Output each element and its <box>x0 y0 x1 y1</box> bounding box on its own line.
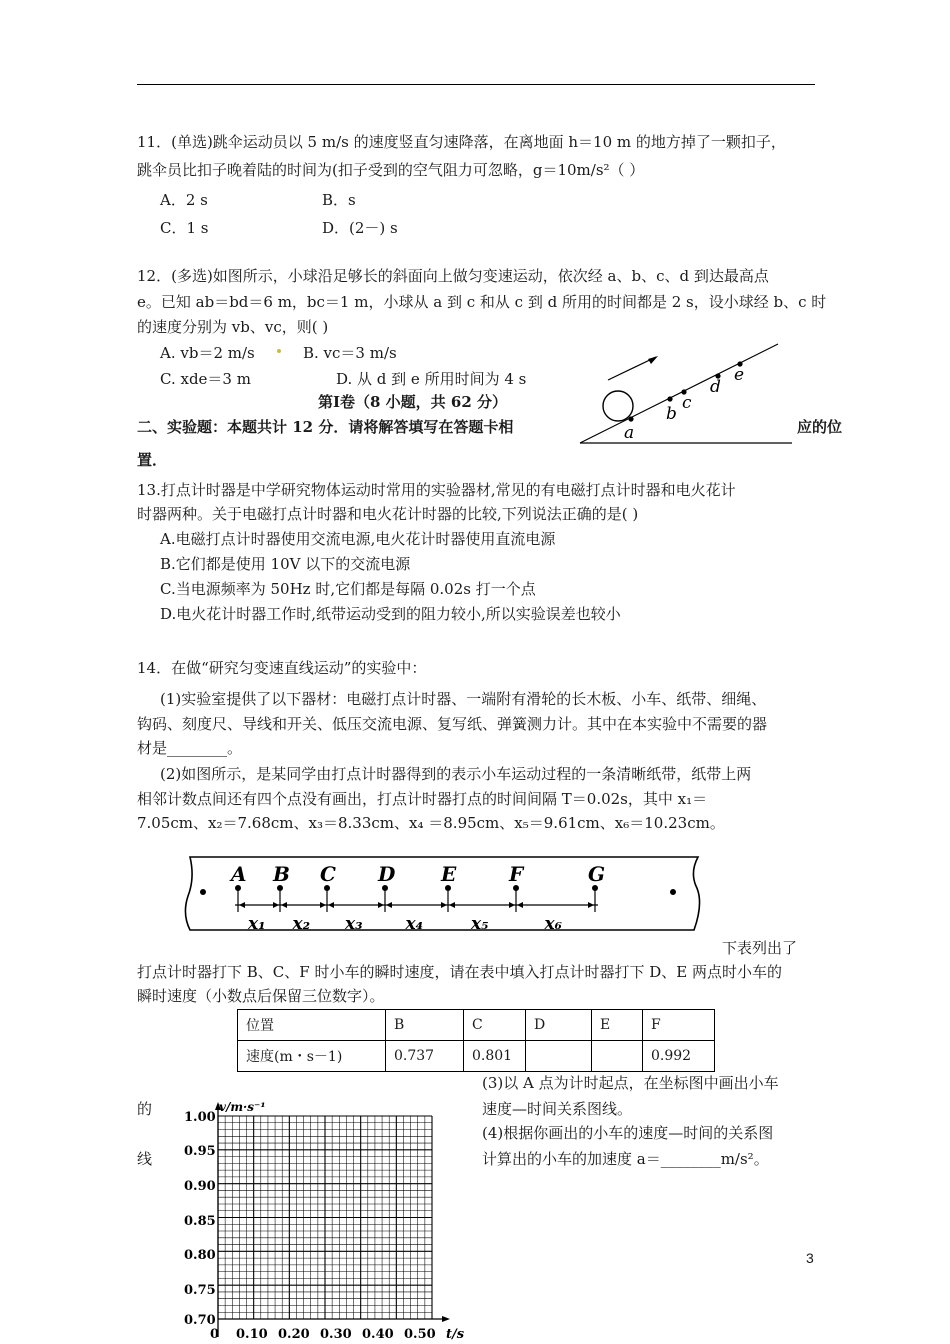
label-c: c <box>682 393 692 413</box>
motion-arrow-shaft <box>608 357 656 380</box>
page-number: 3 <box>806 1250 814 1266</box>
segment-arrow-left <box>281 902 287 908</box>
label-b: b <box>666 404 677 424</box>
q11-line1: 11．(单选)跳伞运动员以 5 m/s 的速度竖直匀速降落，在离地面 h＝10 m 的地方掉了一颗扣子， <box>137 133 786 151</box>
vt-graph <box>176 1093 476 1344</box>
q12-line3: 的速度分别为 vb、vc，则( ) <box>137 318 329 336</box>
y-tick-label: 0.95 <box>184 1144 216 1159</box>
segment-arrow-right <box>441 902 447 908</box>
point-a-dot <box>628 416 633 421</box>
q11-line2: 跳伞员比扣子晚着陆的时间为(扣子受到的空气阻力可忽略，g＝10m/s²（ ） <box>137 161 645 179</box>
segment-arrow-left <box>449 902 455 908</box>
q11-option-a: A．2 s <box>160 191 208 209</box>
after-tape-right: 下表列出了 <box>722 939 798 957</box>
q12-option-c: C. xde＝3 m <box>160 370 251 388</box>
y-tick-label: 0.70 <box>184 1313 216 1328</box>
table-cell: 位置 <box>238 1010 386 1041</box>
table-cell: 0.801 <box>464 1041 526 1072</box>
label-d: d <box>710 377 721 397</box>
table-cell: 0.992 <box>643 1041 715 1072</box>
tape-point-label: G <box>588 862 606 886</box>
tape-point-label: B <box>273 862 290 886</box>
tape-segment-label: x₅ <box>471 914 489 934</box>
q14-p2-l2: 相邻计数点间还有四个点没有画出，打点计时器打点的时间间隔 T＝0.02s，其中 x₁＝ <box>137 790 708 808</box>
tape-point-label: D <box>378 862 396 886</box>
tape-point-label: C <box>320 862 336 886</box>
point-b-dot <box>667 396 672 401</box>
y-tick-label: 0.75 <box>184 1283 216 1298</box>
q11-option-b: B．s <box>322 191 356 209</box>
table-cell: 速度(m・s－1) <box>238 1041 386 1072</box>
q13-option-c: C.当电源频率为 50Hz 时,它们都是每隔 0.02s 打一个点 <box>160 580 536 598</box>
segment-arrow-right <box>588 902 594 908</box>
x-tick-label: 0 <box>210 1327 220 1342</box>
q13-line1: 13.打点计时器是中学研究物体运动时常用的实验器材,常见的有电磁打点计时器和电火花计 <box>137 481 736 499</box>
table-cell-blank-e[interactable] <box>592 1041 643 1072</box>
y-axis-label: v/m·s⁻¹ <box>219 1100 266 1114</box>
table-cell: C <box>464 1010 526 1041</box>
y-tick-label: 1.00 <box>184 1110 216 1125</box>
segment-arrow-left <box>239 902 245 908</box>
q13-option-a: A.电磁打点计时器使用交流电源,电火花计时器使用直流电源 <box>160 530 556 548</box>
motion-arrow-head <box>648 356 658 364</box>
y-tick-label: 0.80 <box>184 1248 216 1263</box>
q13-line2: 时器两种。关于电磁打点计时器和电火花计时器的比较,下列说法正确的是( ) <box>137 505 639 523</box>
q14-p4-l2: 计算出的小车的加速度 a＝________m/s²。 <box>482 1150 769 1168</box>
q14-intro: 14．在做“研究匀变速直线运动”的实验中： <box>137 659 427 677</box>
header-rule <box>137 84 815 85</box>
x-tick-label: 0.30 <box>320 1327 352 1342</box>
table-cell: E <box>592 1010 643 1041</box>
left-fragment-2: 线 <box>137 1150 153 1168</box>
paper-tape-figure <box>180 852 710 938</box>
q14-p3-l1: (3)以 A 点为计时起点，在坐标图中画出小车 <box>482 1074 779 1092</box>
segment-arrow-right <box>378 902 384 908</box>
q11-option-c: C．1 s <box>160 219 209 237</box>
tape-point-label: E <box>441 862 457 886</box>
q12-option-a: A. vb＝2 m/s <box>160 344 255 362</box>
q14-p2-l1: (2)如图所示，是某同学由打点计时器得到的表示小车运动过程的一条清晰纸带，纸带上两 <box>160 765 752 783</box>
after-tape-l3: 瞬时速度（小数点后保留三位数字）。 <box>137 987 385 1005</box>
velocity-table <box>237 1009 715 1072</box>
q14-p2-l3: 7.05cm、x₂＝7.68cm、x₃＝8.33cm、x₄ ＝8.95cm、x₅＝9.61cm、x₆＝10.23cm。 <box>137 814 725 832</box>
y-tick-label: 0.90 <box>184 1179 216 1194</box>
label-a: a <box>624 423 635 443</box>
q13-option-d: D.电火花计时器工作时,纸带运动受到的阻力较小,所以实验误差也较小 <box>160 605 621 623</box>
incline-figure <box>570 336 800 446</box>
q12-line2: e。已知 ab＝bd＝6 m，bc＝1 m，小球从 a 到 c 和从 c 到 d 所用的时间都是 2 s，设小球经 b、c 时 <box>137 293 827 311</box>
table-cell: B <box>386 1010 464 1041</box>
q14-p3-l2: 速度—时间关系图线。 <box>482 1100 633 1118</box>
ball <box>603 391 633 421</box>
x-tick-label: 0.10 <box>236 1327 268 1342</box>
tape-point-label: F <box>509 862 524 886</box>
stray-dot <box>277 349 281 353</box>
table-cell: D <box>526 1010 592 1041</box>
after-tape-l2: 打点计时器打下 B、C、F 时小车的瞬时速度，请在表中填入打点计时器打下 D、E 两点时小车的 <box>137 963 782 981</box>
x-tick-label: 0.20 <box>278 1327 310 1342</box>
section-heading-cont: 置． <box>137 451 168 469</box>
y-tick-label: 0.85 <box>184 1214 216 1229</box>
section-title: 第Ⅰ卷（8 小题，共 62 分） <box>318 393 507 411</box>
segment-arrow-left <box>386 902 392 908</box>
table-cell: F <box>643 1010 715 1041</box>
x-axis-arrow <box>442 1316 450 1322</box>
section-heading-right: 应的位 <box>797 418 843 436</box>
q14-p1-l3: 材是________。 <box>137 739 243 757</box>
label-e: e <box>734 365 745 385</box>
q11-option-d: D．(2－) s <box>322 219 398 237</box>
tape-point-label: A <box>231 862 247 886</box>
segment-arrow-left <box>517 902 523 908</box>
table-row <box>238 1041 715 1072</box>
tape-segment-label: x₄ <box>405 914 424 934</box>
q14-p1-l1: (1)实验室提供了以下器材：电磁打点计时器、一端附有滑轮的长木板、小车、纸带、细绳、 <box>160 690 767 708</box>
segment-arrow-left <box>328 902 334 908</box>
x-tick-label: 0.50 <box>404 1327 436 1342</box>
section-heading-left: 二、实验题：本题共计 12 分．请将解答填写在答题卡相 <box>137 418 514 436</box>
segment-arrow-right <box>320 902 326 908</box>
q12-option-b: B. vc＝3 m/s <box>303 344 397 362</box>
tape-segment-label: x₃ <box>345 914 363 934</box>
q12-option-d: D. 从 d 到 e 所用时间为 4 s <box>336 370 527 388</box>
tape-segment-label: x₁ <box>248 914 266 934</box>
table-cell: 0.737 <box>386 1041 464 1072</box>
q14-p1-l2: 钩码、刻度尺、导线和开关、低压交流电源、复写纸、弹簧测力计。其中在本实验中不需要的器 <box>137 715 768 733</box>
table-cell-blank-d[interactable] <box>526 1041 592 1072</box>
tape-segment-label: x₆ <box>544 914 563 934</box>
q13-option-b: B.它们都是使用 10V 以下的交流电源 <box>160 555 411 573</box>
tape-end-dot-right <box>670 889 676 895</box>
tape-segment-label: x₂ <box>292 914 311 934</box>
q12-line1: 12．(多选)如图所示，小球沿足够长的斜面向上做匀变速运动，依次经 a、b、c、d 到达最高点 <box>137 267 769 285</box>
segment-arrow-right <box>273 902 279 908</box>
segment-arrow-right <box>509 902 515 908</box>
x-tick-label: 0.40 <box>362 1327 394 1342</box>
q14-p4-l1: (4)根据你画出的小车的速度—时间的关系图 <box>482 1124 774 1142</box>
table-header-row <box>238 1010 715 1041</box>
x-axis-label: t/s <box>446 1327 465 1342</box>
tape-end-dot-left <box>200 889 206 895</box>
left-fragment-1: 的 <box>137 1100 153 1118</box>
